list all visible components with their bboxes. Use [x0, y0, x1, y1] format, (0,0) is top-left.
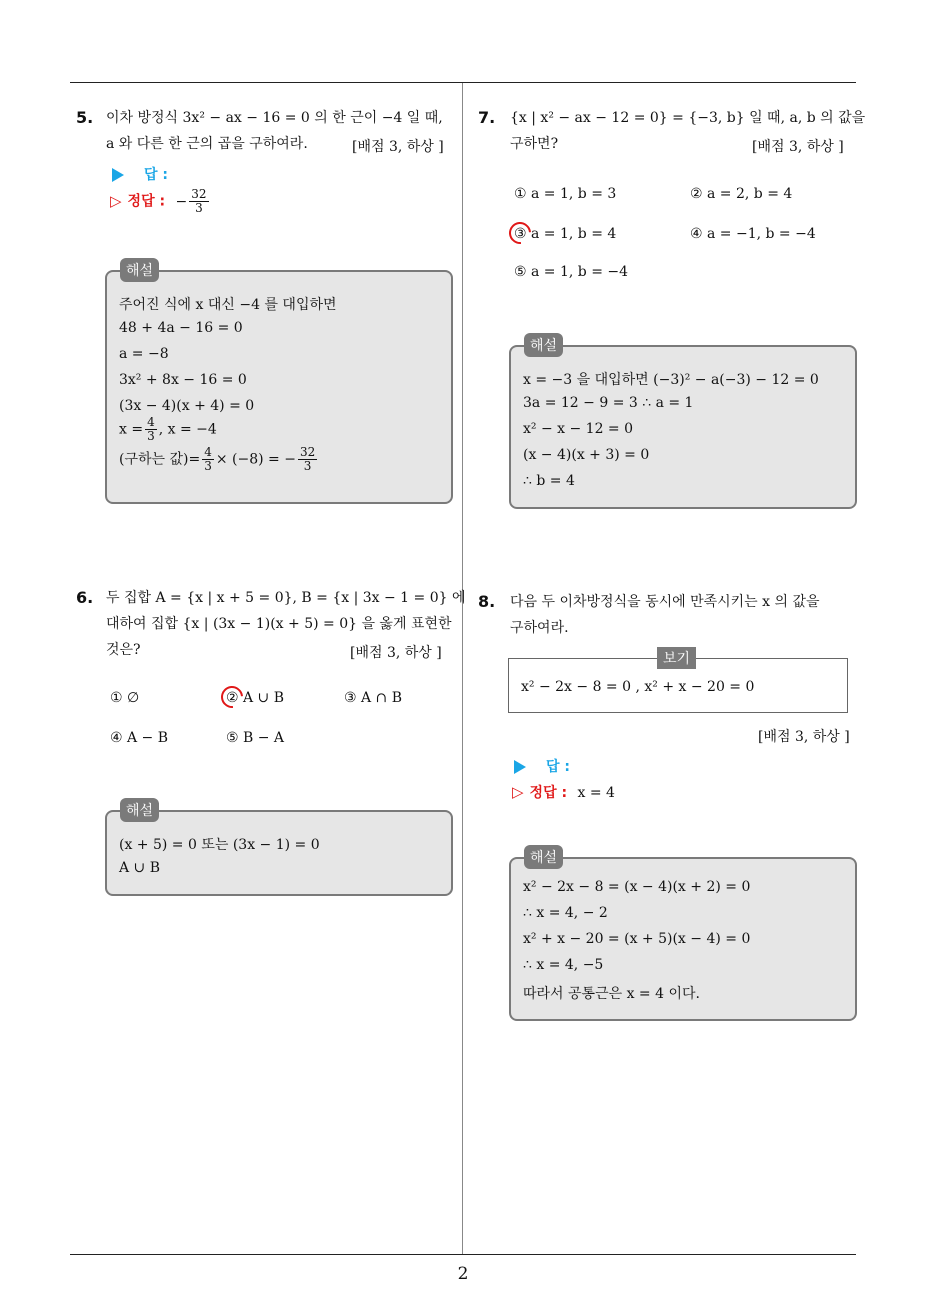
score-label: [배점 3, 하상 ] [752, 139, 844, 155]
choice-5[interactable]: ⑤ a = 1, b = −4 [514, 264, 629, 280]
question-text-line1: 이차 방정식 3x² − ax − 16 = 0 의 한 근이 −4 일 때, [106, 110, 443, 126]
bottom-rule [70, 1254, 856, 1255]
score-label: [배점 3, 하상 ] [758, 729, 850, 745]
solution-line: (3x − 4)(x + 4) = 0 [119, 398, 255, 414]
solution-box [105, 270, 453, 504]
example-equations: x² − 2x − 8 = 0 , x² + x − 20 = 0 [521, 679, 755, 695]
choice-3[interactable]: ③ a = 1, b = 4 [514, 226, 616, 242]
question-text-line3: 것은? [106, 642, 141, 658]
example-tag: 보기 [657, 647, 696, 669]
solution-box [509, 345, 857, 509]
question-number: 5. [76, 108, 94, 127]
selected-circle-icon [505, 218, 536, 249]
choice-2[interactable]: ② A ∪ B [226, 690, 284, 706]
page-number: 2 [457, 1264, 469, 1284]
question-text-line1: 두 집합 A = {x | x + 5 = 0}, B = {x | 3x − 1 = 0} 에 [106, 590, 466, 606]
answer-row [514, 756, 570, 776]
choice-3[interactable]: ③ A ∩ B [344, 690, 403, 706]
correct-answer-row [110, 188, 211, 215]
solution-box [509, 857, 857, 1021]
play-triangle-icon [112, 168, 124, 182]
solution-tag: 해설 [120, 798, 159, 822]
solution-line: 48 + 4a − 16 = 0 [119, 320, 243, 336]
choice-2[interactable]: ② a = 2, b = 4 [690, 186, 793, 202]
solution-line: x = −3 을 대입하면 (−3)² − a(−3) − 12 = 0 [523, 372, 819, 388]
question-text-line2: 대하여 집합 {x | (3x − 1)(x + 5) = 0} 을 옳게 표현한 [106, 616, 452, 632]
top-rule [70, 82, 856, 83]
solution-line: (x + 5) = 0 또는 (3x − 1) = 0 [119, 837, 320, 853]
score-label: [배점 3, 하상 ] [352, 139, 444, 155]
solution-line: (구하는 값)= $\frac{4}{3}$ × (−8) = − $\frac{32}{3}$ [119, 445, 316, 473]
choice-1[interactable]: ① a = 1, b = 3 [514, 186, 617, 202]
solution-line: 따라서 공통근은 x = 4 이다. [523, 986, 700, 1002]
solution-line: 3a = 12 − 9 = 3 ∴ a = 1 [523, 395, 694, 411]
solution-tag: 해설 [120, 258, 159, 282]
correct-value: − $\frac{32}{3}$ [175, 187, 207, 215]
correct-value: x = 4 [577, 785, 615, 801]
question-text-line1: {x | x² − ax − 12 = 0} = {−3, b} 일 때, a, b 의 값을 [510, 110, 866, 126]
answer-label: 답 : [144, 167, 168, 183]
solution-line: x² − x − 12 = 0 [523, 421, 634, 437]
solution-line: 3x² + 8x − 16 = 0 [119, 372, 247, 388]
answer-row [112, 164, 168, 184]
solution-box [105, 810, 453, 896]
solution-line: A ∪ B [119, 860, 161, 876]
solution-line: 주어진 식에 x 대신 −4 를 대입하면 [119, 297, 337, 313]
solution-tag: 해설 [524, 845, 563, 869]
question-number: 6. [76, 588, 94, 607]
outline-triangle-icon: ▷ [512, 783, 524, 801]
solution-line: a = −8 [119, 346, 169, 362]
question-number: 7. [478, 108, 496, 127]
question-text-line2: 구하면? [510, 136, 559, 152]
choice-1[interactable]: ① ∅ [110, 690, 140, 706]
choice-4[interactable]: ④ A − B [110, 730, 169, 746]
solution-line: ∴ b = 4 [523, 473, 575, 489]
solution-line: ∴ x = 4, −5 [523, 957, 604, 973]
solution-line: x² + x − 20 = (x + 5)(x − 4) = 0 [523, 931, 751, 947]
correct-answer-row [512, 782, 615, 802]
column-divider [462, 83, 463, 1254]
outline-triangle-icon: ▷ [110, 191, 122, 210]
question-text-line2: a 와 다른 한 근의 곱을 구하여라. [106, 136, 308, 152]
solution-line: (x − 4)(x + 3) = 0 [523, 447, 650, 463]
question-text-line2: 구하여라. [510, 620, 569, 636]
selected-circle-icon [217, 682, 248, 713]
choice-5[interactable]: ⑤ B − A [226, 730, 285, 746]
question-text-line1: 다음 두 이차방정식을 동시에 만족시키는 x 의 값을 [510, 594, 820, 610]
correct-label: 정답 : [529, 785, 568, 801]
score-label: [배점 3, 하상 ] [350, 645, 442, 661]
solution-line: x = $\frac{4}{3}$ , x = −4 [119, 415, 217, 443]
choice-4[interactable]: ④ a = −1, b = −4 [690, 226, 816, 242]
solution-line: ∴ x = 4, − 2 [523, 905, 608, 921]
question-number: 8. [478, 592, 496, 611]
correct-label: 정답 : [127, 193, 166, 210]
play-triangle-icon [514, 760, 526, 774]
answer-label: 답 : [546, 759, 570, 775]
solution-line: x² − 2x − 8 = (x − 4)(x + 2) = 0 [523, 879, 751, 895]
solution-tag: 해설 [524, 333, 563, 357]
